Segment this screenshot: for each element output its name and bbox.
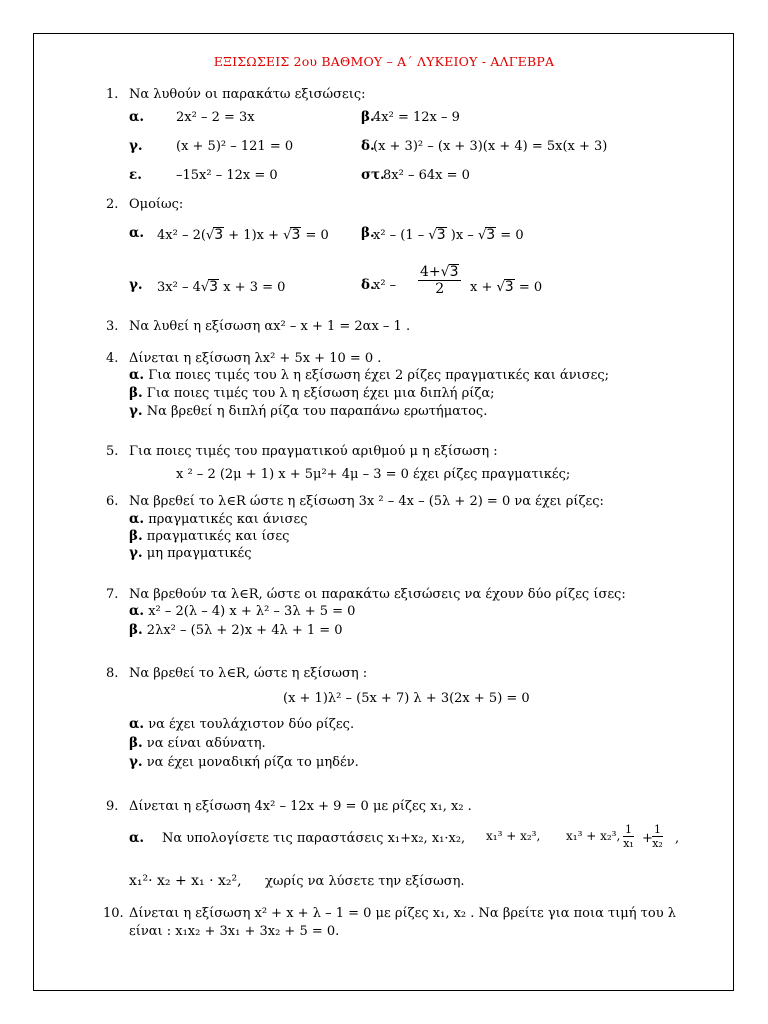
q9-expr3: x₁²· x₂ + x₁ · x₂², [129,873,242,889]
q1-label-a: α. [129,109,145,125]
q4-number: 4. [106,351,119,366]
q9-frac-2-num: 1 [654,823,661,836]
q9-expr1: x₁³ + x₂³, [486,829,541,843]
q1-number: 1. [106,87,119,102]
q2-a-radicand-2: 3 [291,227,301,243]
q2-c-part1: 3x² – 4 [157,280,201,295]
q5-text: Για ποιες τιμές του πραγματικού αριθμού μ η εξίσωση : [129,444,498,459]
q1-eq-a: 2x² – 2 = 3x [176,110,255,125]
q9-frac-2-den: x₂ [652,837,663,850]
q8-eq: (x + 1)λ² – (5x + 7) λ + 3(2x + 5) = 0 [283,691,530,706]
q9-frac-1 [623,824,634,849]
sqrt-symbol: √ [205,228,215,243]
q8-item-b [129,737,266,751]
q7-label-b: β. [129,622,143,638]
q9-frac-2 [652,824,663,849]
q2-b-part1: x² – (1 – [373,228,429,243]
q6-text-b: πραγματικές και ίσες [142,529,290,544]
q8-text-c: να έχει μοναδική ρίζα το μηδέν. [142,755,359,770]
q2-d-part2: x + [470,280,497,295]
q2-a-radicand-1: 3 [214,227,224,243]
q2-label-d: δ. [361,277,375,293]
q4-item-c [129,405,487,419]
q2-a-part1: 4x² – 2( [157,228,206,243]
q6-item-b [129,530,289,544]
sqrt-symbol: √ [200,280,210,295]
q4-text-c: Να βρεθεί η διπλή ρίζα του παραπάνω ερωτήματος. [142,404,488,419]
q7-item-a [129,605,355,619]
q6-text-c: μη πραγματικές [142,546,252,561]
q2-number: 2. [106,197,119,212]
q6-text-a: πραγματικές και άνισες [144,512,308,527]
q2-b-expr [373,227,524,242]
q2-d-fraction-numerator [418,264,461,281]
q8-text-a: να έχει τουλάχιστον δύο ρίζες. [144,717,355,732]
q5-number: 5. [106,444,119,459]
sqrt-symbol: √ [477,228,487,243]
q2-b-part2: )x – [446,228,478,243]
q2-d-fraction [418,264,461,296]
q9-frac-1-den: x₁ [623,837,634,850]
q1-label-c: γ. [129,138,143,154]
q2-b-radicand-1: 3 [436,227,446,243]
q2-d-fraction-denominator: 2 [435,281,445,297]
q4-item-a [129,369,609,383]
q9-a-text: Να υπολογίσετε τις παραστάσεις x₁+x₂, x₁·x₂, [162,831,466,846]
sqrt-symbol: √ [496,280,505,295]
q4-text-a: Για ποιες τιμές του λ η εξίσωση έχει 2 ρίζες πραγματικές και άνισες; [144,368,609,383]
q6-text: Να βρεθεί το λ∈R ώστε η εξίσωση 3x ² – 4x – (5λ + 2) = 0 να έχει ρίζες: [129,494,604,509]
q1-text: Να λυθούν οι παρακάτω εξισώσεις: [129,87,366,102]
q9-expr2: x₁³ + x₂³, [566,829,621,843]
q2-d-frac-top-text: 4+ [420,264,441,280]
q2-a-part2: + 1)x + [224,228,284,243]
q2-d-frac-radicand: 3 [449,264,459,280]
q1-eq-d: (x + 3)² – (x + 3)(x + 4) = 5x(x + 3) [373,139,608,154]
page-title: ΕΞΙΣΩΣΕΙΣ 2ου ΒΑΘΜΟΥ – Α΄ ΛΥΚΕΙΟΥ - ΑΛΓΕΒΡΑ [213,54,555,69]
q9-comma: , [675,831,680,846]
q8-text: Να βρεθεί το λ∈R, ώστε η εξίσωση : [129,666,368,681]
q2-b-radicand-2: 3 [486,227,496,243]
q8-number: 8. [106,666,119,681]
q2-c-radicand: 3 [209,279,219,295]
q4-label-b: β. [129,385,143,401]
q1-eq-f: 8x² – 64x = 0 [383,168,470,183]
q2-d-expr-2 [470,279,542,294]
q6-number: 6. [106,494,119,509]
q4-text-b: Για ποιες τιμές του λ η εξίσωση έχει μια διπλή ρίζα; [142,386,495,401]
sqrt-symbol: √ [440,264,450,280]
q2-a-part3: = 0 [301,228,329,243]
q3-text: Να λυθεί η εξίσωση αx² – x + 1 = 2αx – 1 . [129,319,411,334]
q2-d-radicand: 3 [504,279,514,295]
q2-d-part3: = 0 [514,280,543,295]
q9-plus: + [642,831,653,846]
q1-eq-e: –15x² – 12x = 0 [176,168,278,183]
q6-label-c: γ. [129,545,143,561]
q7-item-b [129,624,343,638]
q9-frac-1-num: 1 [625,823,632,836]
q9-end: χωρίς να λύσετε την εξίσωση. [265,874,465,889]
q1-label-e: ε. [129,167,142,183]
q7-text: Να βρεθούν τα λ∈R, ώστε οι παρακάτω εξισώσεις να έχουν δύο ρίζες ίσες: [129,587,626,602]
sqrt-symbol: √ [283,228,292,243]
q6-label-b: β. [129,528,143,544]
q4-label-c: γ. [129,403,143,419]
q5-eq: x ² – 2 (2μ + 1) x + 5μ²+ 4μ – 3 = 0 έχει ρίζες πραγματικές; [176,467,571,482]
q7-label-a: α. [129,603,145,619]
q9-number: 9. [106,799,119,814]
q6-item-c [129,547,252,561]
q1-label-d: δ. [361,138,375,154]
q4-label-a: α. [129,367,145,383]
q2-c-part2: x + 3 = 0 [219,280,286,295]
q8-item-a [129,718,354,732]
q7-number: 7. [106,587,119,602]
q6-item-a [129,513,308,527]
q2-d-part1: x² – [373,278,397,293]
q1-label-f: στ. [361,167,385,183]
q8-label-b: β. [129,735,143,751]
q1-label-b: β. [361,109,375,125]
q8-label-c: γ. [129,754,143,770]
q4-item-b [129,387,495,401]
q1-eq-c: (x + 5)² – 121 = 0 [176,139,294,154]
q10-number: 10. [103,906,124,921]
q2-a-expr [157,227,329,242]
q2-label-c: γ. [129,277,143,293]
q2-b-part3: = 0 [496,228,524,243]
q9-label-a: α. [129,830,145,846]
q4-text: Δίνεται η εξίσωση λx² + 5x + 10 = 0 . [129,351,382,366]
q2-c-expr [157,279,285,294]
q2-text: Ομοίως: [129,197,184,212]
q9-text: Δίνεται η εξίσωση 4x² – 12x + 9 = 0 με ρίζες x₁, x₂ . [129,799,472,814]
q8-text-b: να είναι αδύνατη. [142,736,266,751]
sqrt-symbol: √ [428,228,437,243]
q6-label-a: α. [129,511,145,527]
q8-label-a: α. [129,716,145,732]
q2-label-a: α. [129,225,145,241]
q1-eq-b: 4x² = 12x – 9 [373,110,460,125]
q8-item-c [129,756,359,770]
q3-number: 3. [106,319,119,334]
q10-text: Δίνεται η εξίσωση x² + x + λ – 1 = 0 με ρίζες x₁, x₂ . Να βρείτε για ποια τιμή του λ [129,906,676,921]
q7-text-a: x² – 2(λ – 4) x + λ² – 3λ + 5 = 0 [144,604,356,619]
q7-text-b: 2λx² – (5λ + 2)x + 4λ + 1 = 0 [142,623,343,638]
q2-label-b: β. [361,225,375,241]
q10-text2: είναι : x₁x₂ + 3x₁ + 3x₂ + 5 = 0. [129,924,340,939]
